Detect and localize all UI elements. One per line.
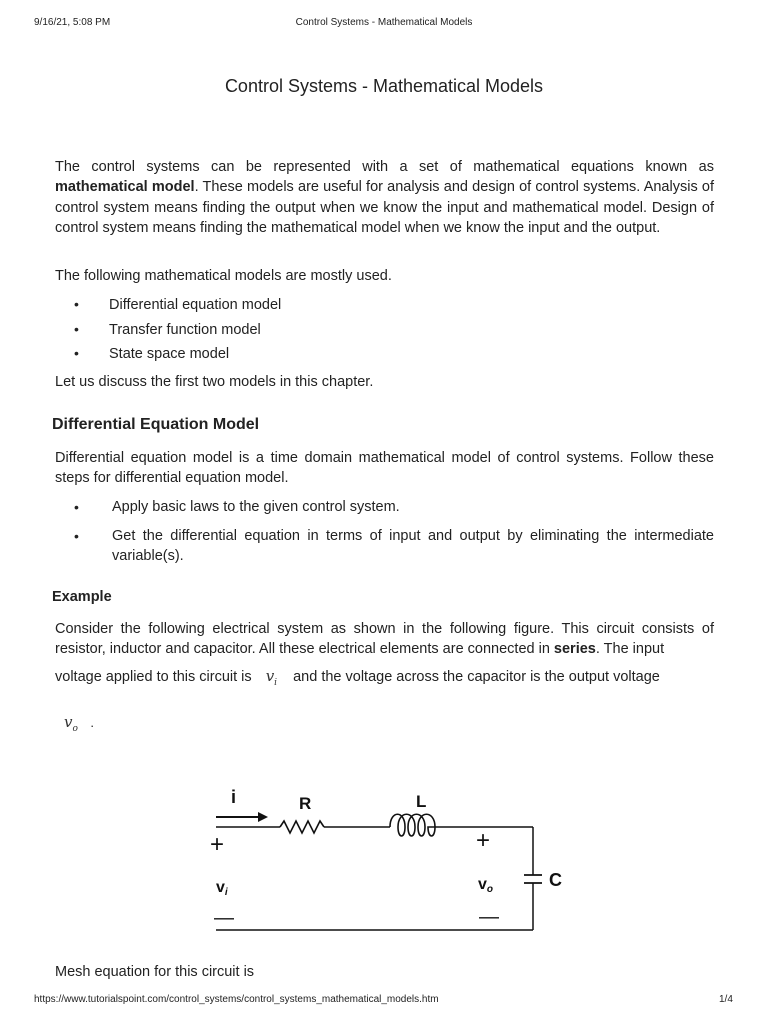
vi-variable: $v_i$ [265,667,278,688]
bullet-icon: • [74,345,79,361]
bullet-icon: • [74,499,79,515]
plus-sign-right: + [476,827,491,854]
intro-paragraph [55,157,714,239]
example-text-b: . The input [595,641,665,658]
example-text-d: and the voltage across the capacitor is the output voltage [293,669,660,685]
current-label: i [231,787,237,807]
period: . [90,715,94,730]
list-item: Transfer function model [109,322,261,338]
diff-paragraph: Differential equation model is a time domain mathematical model of control systems. Follow these steps for differential equation model. [55,450,714,487]
vi-circuit-label: vi [216,879,228,898]
intro-text-a: The control systems can be represented with a set of mathematical equations known as [55,159,714,175]
mesh-text: Mesh equation for this circuit is [55,964,255,980]
list-item: Get the differential equation in terms of input and output by eliminating the intermediate variable(s). [112,528,714,565]
vo-variable-line [64,713,94,734]
vo-circuit-label: vo [478,876,494,895]
minus-sign-left: — [214,907,234,929]
example-bold-term: series [553,641,596,658]
bullet-icon: • [74,296,79,312]
minus-sign-right: — [479,906,499,928]
print-doc-title: Control Systems - Mathematical Models [295,17,473,28]
inductor-symbol [390,814,452,836]
example-text-a: Consider the following electrical system as shown in the following figure. This circuit consists of resistor, inductor and capacitor. All these electrical elements are connected in [55,621,714,658]
models-intro: The following mathematical models are mostly used. [55,268,392,284]
models-discuss: Let us discuss the first two models in this chapter. [55,374,374,390]
plus-sign-left: + [210,831,225,858]
inductor-label: L [416,792,427,811]
section-heading: Differential Equation Model [52,416,260,433]
bullet-icon: • [74,528,79,544]
example-paragraph [55,619,714,660]
print-url: https://www.tutorialspoint.com/control_systems/control_systems_mathematical_models.htm [34,994,439,1005]
example-text-c: voltage applied to this circuit is [55,669,252,685]
resistor-label: R [299,794,312,813]
current-arrow-head [258,812,268,822]
print-datetime: 9/16/21, 5:08 PM [34,17,111,28]
bullet-icon: • [74,321,79,337]
page-title: Control Systems - Mathematical Models [224,76,544,96]
list-item: State space model [109,346,230,362]
list-item: Differential equation model [109,297,282,313]
list-item: Apply basic laws to the given control system. [112,499,400,515]
resistor-symbol [280,821,324,833]
intro-bold-term: mathematical model [55,179,195,196]
intro-text-b: . These models are useful for analysis and design of control systems. Analysis of control system means finding the output when we know the input and mathematical model. Design of control system means finding the mathematical model when we know the input and the output. [55,179,714,237]
capacitor-label: C [549,870,562,890]
rlc-circuit-diagram [200,780,580,940]
example-heading: Example [52,589,112,605]
example-voltage-line [55,666,725,693]
vo-variable: $v_o$ [64,713,78,734]
print-page-number: 1/4 [719,994,733,1005]
